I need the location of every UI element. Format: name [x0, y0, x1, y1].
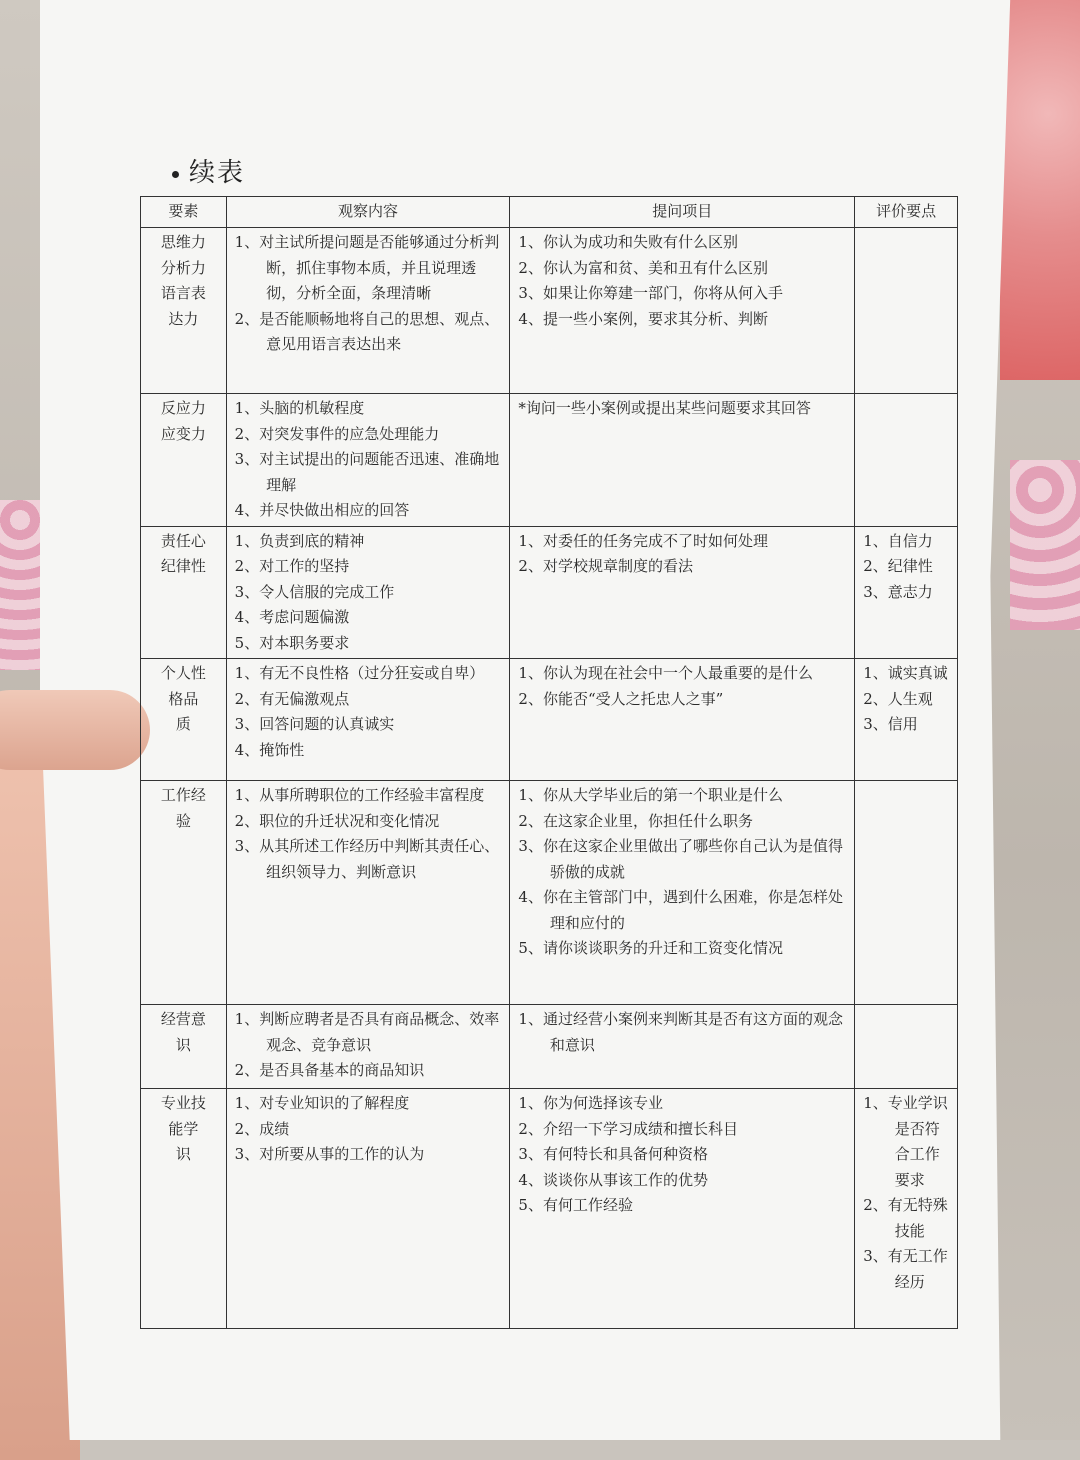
list-item: 2、你认为富和贫、美和丑有什么区别 [518, 258, 768, 277]
cell-eval-list [863, 529, 949, 606]
cell-observe-list [235, 1091, 502, 1168]
cell-element [141, 394, 227, 527]
cell-observe-list [235, 529, 502, 657]
cell-observe-list [235, 230, 502, 358]
cell-questions-list [518, 1007, 846, 1058]
table-header-row [141, 197, 958, 228]
list-item: 1、你认为成功和失败有什么区别 [518, 233, 738, 251]
list-item: 3、信用 [863, 715, 918, 733]
table-body [141, 228, 958, 1329]
cell-observe [226, 1005, 510, 1089]
cell-questions-list [518, 396, 846, 422]
list-item: 4、并尽快做出相应的回答 [234, 501, 410, 519]
list-item: 2、纪律性 [863, 557, 933, 575]
table-row [141, 659, 958, 781]
heading-text: 续表 [189, 158, 246, 188]
cell-observe [226, 526, 510, 659]
list-item: 3、对主试提出的问题能否迅速、准确地理解 [234, 450, 500, 494]
list-item: 1、对委任的任务完成不了时如何处理 [518, 531, 768, 550]
list-item: 2、介绍一下学习成绩和擅长科目 [518, 1119, 738, 1138]
cell-questions-list [518, 1091, 846, 1219]
cell-element [141, 659, 227, 781]
element-line: 责任心 [160, 531, 206, 550]
list-item: 1、对主试所提问题是否能够通过分析判断，抓住事物本质，并且说理透彻，分析全面，条理清晰 [234, 233, 500, 302]
list-item: 1、你从大学毕业后的第一个职业是什么 [518, 786, 783, 804]
header-element: 要素 [141, 197, 227, 228]
list-item: 1、判断应聘者是否具有商品概念、效率观念、竞争意识 [234, 1010, 500, 1054]
list-item: 3、令人信服的完成工作 [234, 582, 395, 601]
list-item: 4、考虑问题偏激 [234, 608, 350, 626]
list-item: 2、有无特殊技能 [863, 1196, 948, 1240]
cell-eval [855, 1005, 958, 1089]
list-item: 1、对专业知识的了解程度 [234, 1094, 410, 1112]
list-item: 2、人生观 [863, 689, 933, 708]
cell-eval [855, 228, 958, 394]
list-item: 1、头脑的机敏程度 [234, 399, 365, 417]
element-line: 思维力 [160, 233, 206, 251]
section-heading [172, 152, 245, 189]
header-eval: 评价要点 [855, 197, 958, 228]
cell-element [141, 1089, 227, 1329]
list-item: 3、意志力 [863, 582, 933, 601]
list-item: 2、对突发事件的应急处理能力 [234, 424, 440, 443]
list-item: 3、如果让你筹建一部门，你将从何入手 [518, 284, 783, 302]
cell-questions [510, 228, 855, 394]
cell-observe [226, 781, 510, 1005]
cell-eval-list [863, 1091, 949, 1295]
cell-element [141, 526, 227, 659]
cell-eval-list [863, 661, 949, 738]
element-line: 反应力 [160, 399, 206, 417]
cell-questions [510, 659, 855, 781]
cell-questions-list [518, 783, 846, 962]
cell-element [141, 228, 227, 394]
element-line: 语言表 [160, 284, 206, 302]
header-questions: 提问项目 [510, 197, 855, 228]
table-row [141, 1089, 958, 1329]
cell-questions [510, 526, 855, 659]
element-line: 专业技 [160, 1094, 206, 1112]
list-item: 1、从事所聘职位的工作经验丰富程度 [234, 786, 485, 804]
cell-questions [510, 1005, 855, 1089]
list-item: 5、有何工作经验 [518, 1196, 633, 1214]
cell-questions [510, 394, 855, 527]
cell-eval [855, 1089, 958, 1329]
list-item: 4、你在主管部门中，遇到什么困难，你是怎样处理和应付的 [518, 888, 843, 932]
list-item: 1、诚实真诚 [863, 664, 948, 682]
list-item: 2、是否能顺畅地将自己的思想、观点、意见用语言表达出来 [234, 309, 500, 353]
cell-element [141, 781, 227, 1005]
element-line: 经营意 [160, 1010, 206, 1028]
list-item: 1、负责到底的精神 [234, 531, 365, 550]
interview-table [140, 196, 958, 1329]
element-line: 工作经 [160, 786, 206, 804]
list-item: 2、职位的升迁状况和变化情况 [234, 811, 440, 830]
cell-eval [855, 781, 958, 1005]
list-item: 1、你认为现在社会中一个人最重要的是什么 [518, 664, 813, 682]
header-observe: 观察内容 [226, 197, 510, 228]
element-line: 格品 [168, 689, 199, 708]
cell-observe-list [235, 1007, 502, 1084]
list-item: 1、自信力 [863, 531, 933, 550]
element-line: 达力 [168, 309, 199, 328]
list-item: 2、成绩 [234, 1119, 290, 1138]
list-item: 4、谈谈你从事该工作的优势 [518, 1170, 708, 1189]
cell-element [141, 1005, 227, 1089]
cell-eval [855, 659, 958, 781]
element-line: 个人性 [160, 664, 206, 682]
list-item: 1、你为何选择该专业 [518, 1094, 663, 1112]
element-line: 识 [175, 1145, 191, 1163]
list-item: *询问一些小案例或提出某些问题要求其回答 [518, 399, 811, 417]
cell-observe-list [235, 661, 502, 763]
list-item: 3、对所要从事的工作的认为 [234, 1145, 425, 1163]
list-item: 3、回答问题的认真诚实 [234, 715, 395, 733]
cell-observe [226, 394, 510, 527]
list-item: 2、对工作的坚持 [234, 557, 350, 575]
list-item: 1、专业学识是否符合工作要求 [863, 1094, 948, 1189]
element-line: 验 [175, 811, 191, 830]
element-line: 能学 [168, 1119, 199, 1138]
list-item: 2、有无偏激观点 [234, 689, 350, 708]
element-line: 应变力 [160, 424, 206, 443]
cell-questions [510, 1089, 855, 1329]
list-item: 3、有无工作经历 [863, 1247, 948, 1291]
cell-observe-list [235, 396, 502, 524]
list-item: 4、提一些小案例，要求其分析、判断 [518, 309, 768, 328]
cell-observe [226, 659, 510, 781]
list-item: 5、对本职务要求 [234, 633, 350, 652]
list-item: 2、对学校规章制度的看法 [518, 557, 693, 575]
table-row [141, 781, 958, 1005]
cell-observe [226, 228, 510, 394]
list-item: 3、你在这家企业里做出了哪些你自己认为是值得骄傲的成就 [518, 837, 843, 881]
list-item: 2、是否具备基本的商品知识 [234, 1061, 425, 1079]
cell-questions-list [518, 230, 846, 332]
element-line: 分析力 [160, 258, 206, 277]
cell-eval [855, 394, 958, 527]
bullet-icon [172, 171, 179, 178]
cell-questions-list [518, 529, 846, 580]
cell-eval [855, 526, 958, 659]
list-item: 1、有无不良性格（过分狂妄或自卑） [234, 664, 485, 682]
element-line: 质 [175, 715, 191, 733]
cell-questions [510, 781, 855, 1005]
list-item: 5、请你谈谈职务的升迁和工资变化情况 [518, 939, 783, 957]
element-line: 识 [175, 1035, 191, 1054]
cell-questions-list [518, 661, 846, 712]
cell-observe-list [235, 783, 502, 885]
element-line: 纪律性 [160, 557, 206, 575]
table-row [141, 394, 958, 527]
cell-observe [226, 1089, 510, 1329]
table-row [141, 228, 958, 394]
list-item: 3、有何特长和具备何种资格 [518, 1145, 708, 1163]
list-item: 1、通过经营小案例来判断其是否有这方面的观念和意识 [518, 1010, 843, 1054]
list-item: 3、从其所述工作经历中判断其责任心、组织领导力、判断意识 [234, 837, 500, 881]
list-item: 2、你能否“受人之托忠人之事” [518, 689, 724, 708]
table-row [141, 1005, 958, 1089]
list-item: 4、掩饰性 [234, 740, 305, 759]
table-row [141, 526, 958, 659]
list-item: 2、在这家企业里，你担任什么职务 [518, 811, 753, 830]
